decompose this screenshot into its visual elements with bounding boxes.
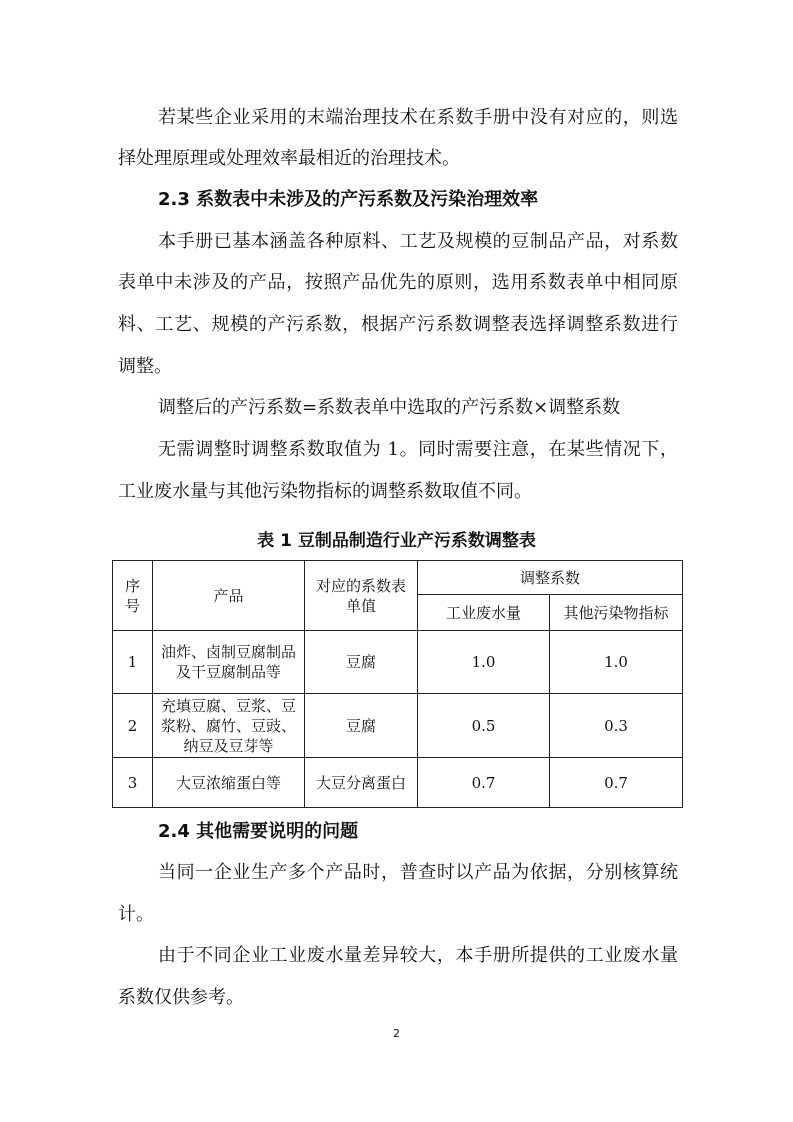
- row-product: 充填豆腐、豆浆、豆浆粉、腐竹、豆豉、纳豆及豆芽等: [153, 694, 305, 758]
- row-wastewater: 0.5: [418, 694, 550, 758]
- row-unit: 豆腐: [305, 694, 418, 758]
- paragraph2-line3: 料、工艺、规模的产污系数，根据产污系数调整表选择调整系数进行: [118, 314, 678, 335]
- paragraph1-line1: 若某些企业采用的末端治理技术在系数手册中没有对应的，则选: [158, 107, 678, 128]
- table-header-row: [113, 561, 683, 595]
- row-seq: 3: [113, 758, 153, 808]
- row-other: 1.0: [550, 631, 683, 694]
- paragraph2-line2: 表单中未涉及的产品，按照产品优先的原则，选用系数表单中相同原: [118, 272, 678, 293]
- page-number: 2: [393, 1027, 400, 1040]
- table-row: [113, 631, 683, 694]
- paragraph3-line2: 工业废水量与其他污染物指标的调整系数取值不同。: [118, 481, 532, 502]
- row-seq: 2: [113, 694, 153, 758]
- section-2-3-heading: 2.3 系数表中未涉及的产污系数及污染治理效率: [158, 189, 539, 210]
- paragraph2-line1: 本手册已基本涵盖各种原料、工艺及规模的豆制品产品，对系数: [158, 231, 678, 252]
- header-wastewater: 工业废水量: [418, 595, 550, 631]
- section-2-4-heading: 2.4 其他需要说明的问题: [158, 821, 359, 842]
- row-other: 0.7: [550, 758, 683, 808]
- header-product: 产品: [153, 561, 305, 631]
- paragraph4-line1: 当同一企业生产多个产品时，普查时以产品为依据，分别核算统: [158, 862, 678, 883]
- table-caption: 表 1 豆制品制造行业产污系数调整表: [257, 531, 536, 551]
- row-unit: 大豆分离蛋白: [305, 758, 418, 808]
- row-other: 0.3: [550, 694, 683, 758]
- row-seq: 1: [113, 631, 153, 694]
- row-product: 大豆浓缩蛋白等: [153, 758, 305, 808]
- row-wastewater: 1.0: [418, 631, 550, 694]
- formula-line: 调整后的产污系数=系数表单中选取的产污系数×调整系数: [158, 397, 621, 418]
- header-seq: 序号: [113, 561, 153, 631]
- header-unit: 对应的系数表单值: [305, 561, 418, 631]
- row-wastewater: 0.7: [418, 758, 550, 808]
- row-unit: 豆腐: [305, 631, 418, 694]
- paragraph4-line2: 计。: [118, 904, 154, 925]
- header-coefficient-group: 调整系数: [418, 561, 683, 595]
- paragraph5-line1: 由于不同企业工业废水量差异较大，本手册所提供的工业废水量: [158, 945, 678, 966]
- header-other-pollutants: 其他污染物指标: [550, 595, 683, 631]
- adjustment-coefficient-table: [112, 560, 683, 808]
- paragraph5-line2: 系数仅供参考。: [118, 987, 244, 1008]
- paragraph1-line2: 择处理原理或处理效率最相近的治理技术。: [118, 148, 460, 169]
- paragraph2-line4: 调整。: [118, 356, 172, 377]
- row-product: 油炸、卤制豆腐制品及干豆腐制品等: [153, 631, 305, 694]
- paragraph3-line1: 无需调整时调整系数取值为 1。同时需要注意，在某些情况下，: [158, 439, 678, 460]
- table-row: [113, 694, 683, 758]
- table-row: [113, 758, 683, 808]
